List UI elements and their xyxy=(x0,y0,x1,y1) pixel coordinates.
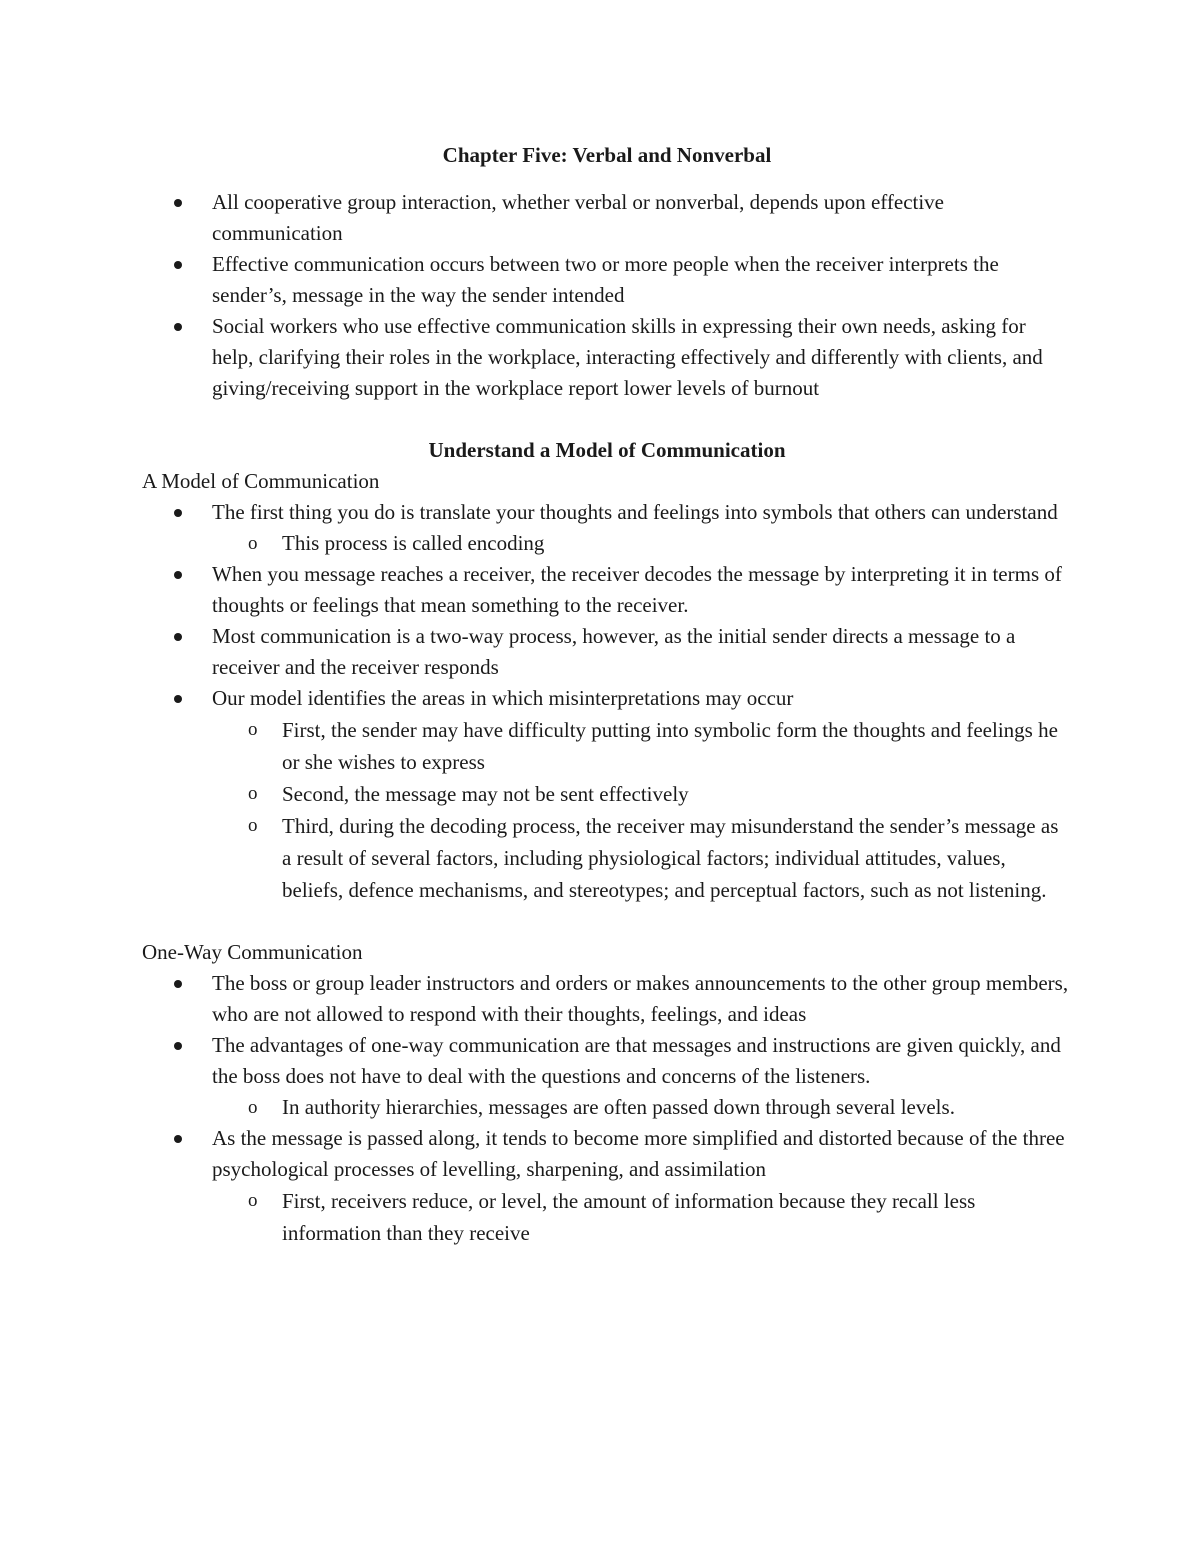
list-item: Social workers who use effective communication skills in expressing their own needs, asking for help, clarifying their roles in the workplace, interacting effectively and differently with clients, and giving/receiving support in the workplace report lower levels of burnout xyxy=(142,311,1072,404)
section-heading: Understand a Model of Communication xyxy=(428,438,786,462)
bullet-icon xyxy=(174,509,182,517)
list-item: The advantages of one-way communication are that messages and instructions are given quickly, and the boss does not have to deal with the questions and concerns of the listeners. o In authority hierarchies, messages are often passed down through several levels. xyxy=(142,1030,1072,1123)
sub-list-item: o First, receivers reduce, or level, the amount of information because they recall less information than they receive xyxy=(212,1185,1072,1249)
sub-bullet-list xyxy=(212,714,1072,906)
circle-bullet-icon: o xyxy=(248,719,258,740)
model-bullet-list xyxy=(142,497,1072,906)
bullet-icon xyxy=(174,323,182,331)
circle-bullet-icon: o xyxy=(248,783,258,804)
bullet-icon xyxy=(174,980,182,988)
list-item: When you message reaches a receiver, the receiver decodes the message by interpreting it in terms of thoughts or feelings that mean something to the receiver. xyxy=(142,559,1072,621)
bullet-icon xyxy=(174,571,182,579)
sub-list-item: o Third, during the decoding process, the receiver may misunderstand the sender’s message as a result of several factors, including physiological factors; individual attitudes, values, beliefs, defence mechanisms, and stereotypes; and perceptual factors, such as not listening. xyxy=(212,810,1072,906)
sub-list-item: o Second, the message may not be sent effectively xyxy=(212,778,1072,810)
bullet-icon xyxy=(174,1042,182,1050)
bullet-icon xyxy=(174,695,182,703)
sub-bullet-list xyxy=(212,1185,1072,1249)
bullet-icon xyxy=(174,199,182,207)
chapter-title: Chapter Five: Verbal and Nonverbal xyxy=(442,143,772,167)
sub-list-item: o First, the sender may have difficulty putting into symbolic form the thoughts and feelings he or she wishes to express xyxy=(212,714,1072,778)
list-item: The boss or group leader instructors and orders or makes announcements to the other group members, who are not allowed to respond with their thoughts, feelings, and ideas xyxy=(142,968,1072,1030)
bullet-icon xyxy=(174,261,182,269)
circle-bullet-icon: o xyxy=(248,1097,258,1118)
circle-bullet-icon: o xyxy=(248,1190,258,1211)
bullet-icon xyxy=(174,1135,182,1143)
intro-bullet-list xyxy=(142,187,1072,404)
bullet-icon xyxy=(174,633,182,641)
list-item: As the message is passed along, it tends to become more simplified and distorted because of the three psychological processes of levelling, sharpening, and assimilation o First, receivers reduce, or level, the amount of information because they recall less information than they receive xyxy=(142,1123,1072,1249)
list-item: Effective communication occurs between two or more people when the receiver interprets the sender’s, message in the way the sender intended xyxy=(142,249,1072,311)
list-item: Our model identifies the areas in which misinterpretations may occur o First, the sender may have difficulty putting into symbolic form the thoughts and feelings he or she wishes to express o Second, the message may not be sent effectively o Third, during the decoding process, the receiver may misunderstand the sender’s message as a result of several factors, including physiological factors; individual attitudes, values, beliefs, defence mechanisms, and stereotypes; and perceptual factors, such as not listening. xyxy=(142,683,1072,906)
list-item: The first thing you do is translate your thoughts and feelings into symbols that others can understand o This process is called encoding xyxy=(142,497,1072,559)
list-item: All cooperative group interaction, whether verbal or nonverbal, depends upon effective communication xyxy=(142,187,1072,249)
one-way-bullet-list xyxy=(142,968,1072,1249)
sub-list-item: o This process is called encoding xyxy=(212,528,1072,559)
circle-bullet-icon: o xyxy=(248,815,258,836)
sub-bullet-list xyxy=(212,1092,1072,1123)
list-item: Most communication is a two-way process, however, as the initial sender directs a message to a receiver and the receiver responds xyxy=(142,621,1072,683)
circle-bullet-icon: o xyxy=(248,533,258,554)
section-subheading: A Model of Communication xyxy=(142,469,380,493)
sub-list-item: o In authority hierarchies, messages are often passed down through several levels. xyxy=(212,1092,1072,1123)
section-subheading: One-Way Communication xyxy=(142,940,363,964)
sub-bullet-list xyxy=(212,528,1072,559)
document-page xyxy=(142,140,1072,1249)
